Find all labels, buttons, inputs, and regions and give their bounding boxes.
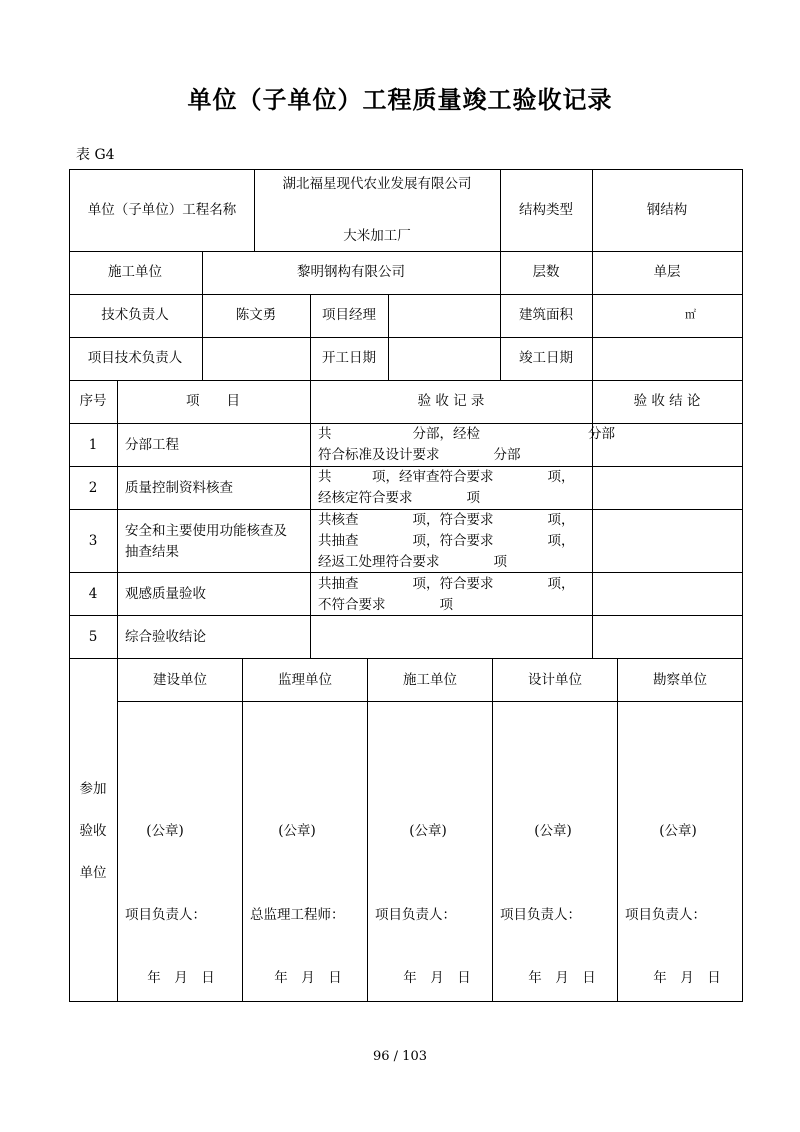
unit-signer: 项目负责人： — [375, 907, 456, 923]
structure-type-label: 结构类型 — [519, 202, 573, 218]
unit-signer: 项目负责人： — [625, 907, 706, 923]
participants-label: 单位 — [79, 865, 107, 881]
start-date-label: 开工日期 — [322, 350, 376, 366]
row-record-line: 经核定符合要求 项 — [318, 490, 480, 506]
unit-seal: (公章) — [659, 823, 697, 839]
unit-date: 年 月 日 — [653, 970, 721, 986]
completion-date-label: 竣工日期 — [519, 350, 573, 366]
participants-label: 参加 — [79, 781, 107, 797]
contractor-value: 黎明钢构有限公司 — [297, 264, 405, 280]
project-manager-label: 项目经理 — [322, 307, 376, 323]
row-record-line: 共抽查 项，符合要求 项， — [318, 576, 575, 592]
contractor-label: 施工单位 — [108, 264, 162, 280]
tech-lead-value: 陈文勇 — [235, 307, 277, 323]
row-record-line: 共 项，经审查符合要求 项， — [318, 469, 575, 485]
column-header-conclusion: 验 收 结 论 — [633, 393, 701, 409]
row-record-line: 符合标准及设计要求 分部 — [318, 447, 521, 463]
page-title: 单位（子单位）工程质量竣工验收记录 — [187, 86, 613, 114]
unit-date: 年 月 日 — [274, 970, 342, 986]
unit-signer: 项目负责人： — [500, 907, 581, 923]
unit-name: 监理单位 — [278, 672, 332, 688]
unit-name: 设计单位 — [528, 672, 582, 688]
row-seq: 4 — [88, 586, 98, 602]
row-record-line: 经返工处理符合要求 项 — [318, 554, 507, 570]
row-seq: 5 — [88, 629, 98, 645]
project-name-line1: 湖北福星现代农业发展有限公司 — [282, 176, 472, 192]
row-item: 安全和主要使用功能核查及 — [125, 523, 287, 539]
unit-seal: (公章) — [534, 823, 572, 839]
unit-name: 勘察单位 — [653, 672, 707, 688]
floors-value: 单层 — [653, 264, 681, 280]
form-code: 表 G4 — [76, 147, 115, 163]
unit-name: 建设单位 — [153, 672, 207, 688]
unit-seal: (公章) — [146, 823, 184, 839]
row-item: 抽查结果 — [125, 544, 179, 560]
row-record-line: 共 分部，经检 分部 — [318, 426, 615, 442]
unit-name: 施工单位 — [403, 672, 457, 688]
project-name-label: 单位（子单位）工程名称 — [87, 202, 237, 218]
unit-date: 年 月 日 — [403, 970, 471, 986]
floor-area-unit: ㎡ — [685, 308, 696, 321]
row-record-line: 共核查 项，符合要求 项， — [318, 512, 575, 528]
unit-date: 年 月 日 — [528, 970, 596, 986]
page-number: 96 / 103 — [373, 1049, 427, 1064]
row-record-line: 共抽查 项，符合要求 项， — [318, 533, 575, 549]
project-tech-lead-label: 项目技术负责人 — [87, 350, 183, 366]
unit-seal: (公章) — [278, 823, 316, 839]
column-header-seq: 序号 — [79, 393, 107, 409]
tech-lead-label: 技术负责人 — [101, 307, 169, 323]
row-seq: 2 — [88, 480, 98, 496]
unit-signer: 总监理工程师： — [250, 907, 345, 923]
unit-date: 年 月 日 — [147, 970, 215, 986]
row-item: 分部工程 — [125, 437, 179, 453]
row-seq: 1 — [88, 437, 98, 453]
unit-signer: 项目负责人： — [125, 907, 206, 923]
floor-area-label: 建筑面积 — [519, 307, 573, 323]
unit-seal: (公章) — [409, 823, 447, 839]
structure-type-value: 钢结构 — [646, 202, 688, 218]
row-seq: 3 — [88, 533, 98, 549]
row-item: 观感质量验收 — [125, 586, 206, 602]
column-header-record: 验 收 记 录 — [417, 393, 485, 409]
participants-label: 验收 — [79, 823, 107, 839]
row-item: 质量控制资料核查 — [125, 480, 233, 496]
floors-label: 层数 — [532, 264, 560, 280]
project-name-line2: 大米加工厂 — [343, 228, 411, 244]
row-record-line: 不符合要求 项 — [318, 597, 453, 613]
column-header-item: 项 目 — [186, 393, 240, 409]
row-item: 综合验收结论 — [125, 629, 206, 645]
